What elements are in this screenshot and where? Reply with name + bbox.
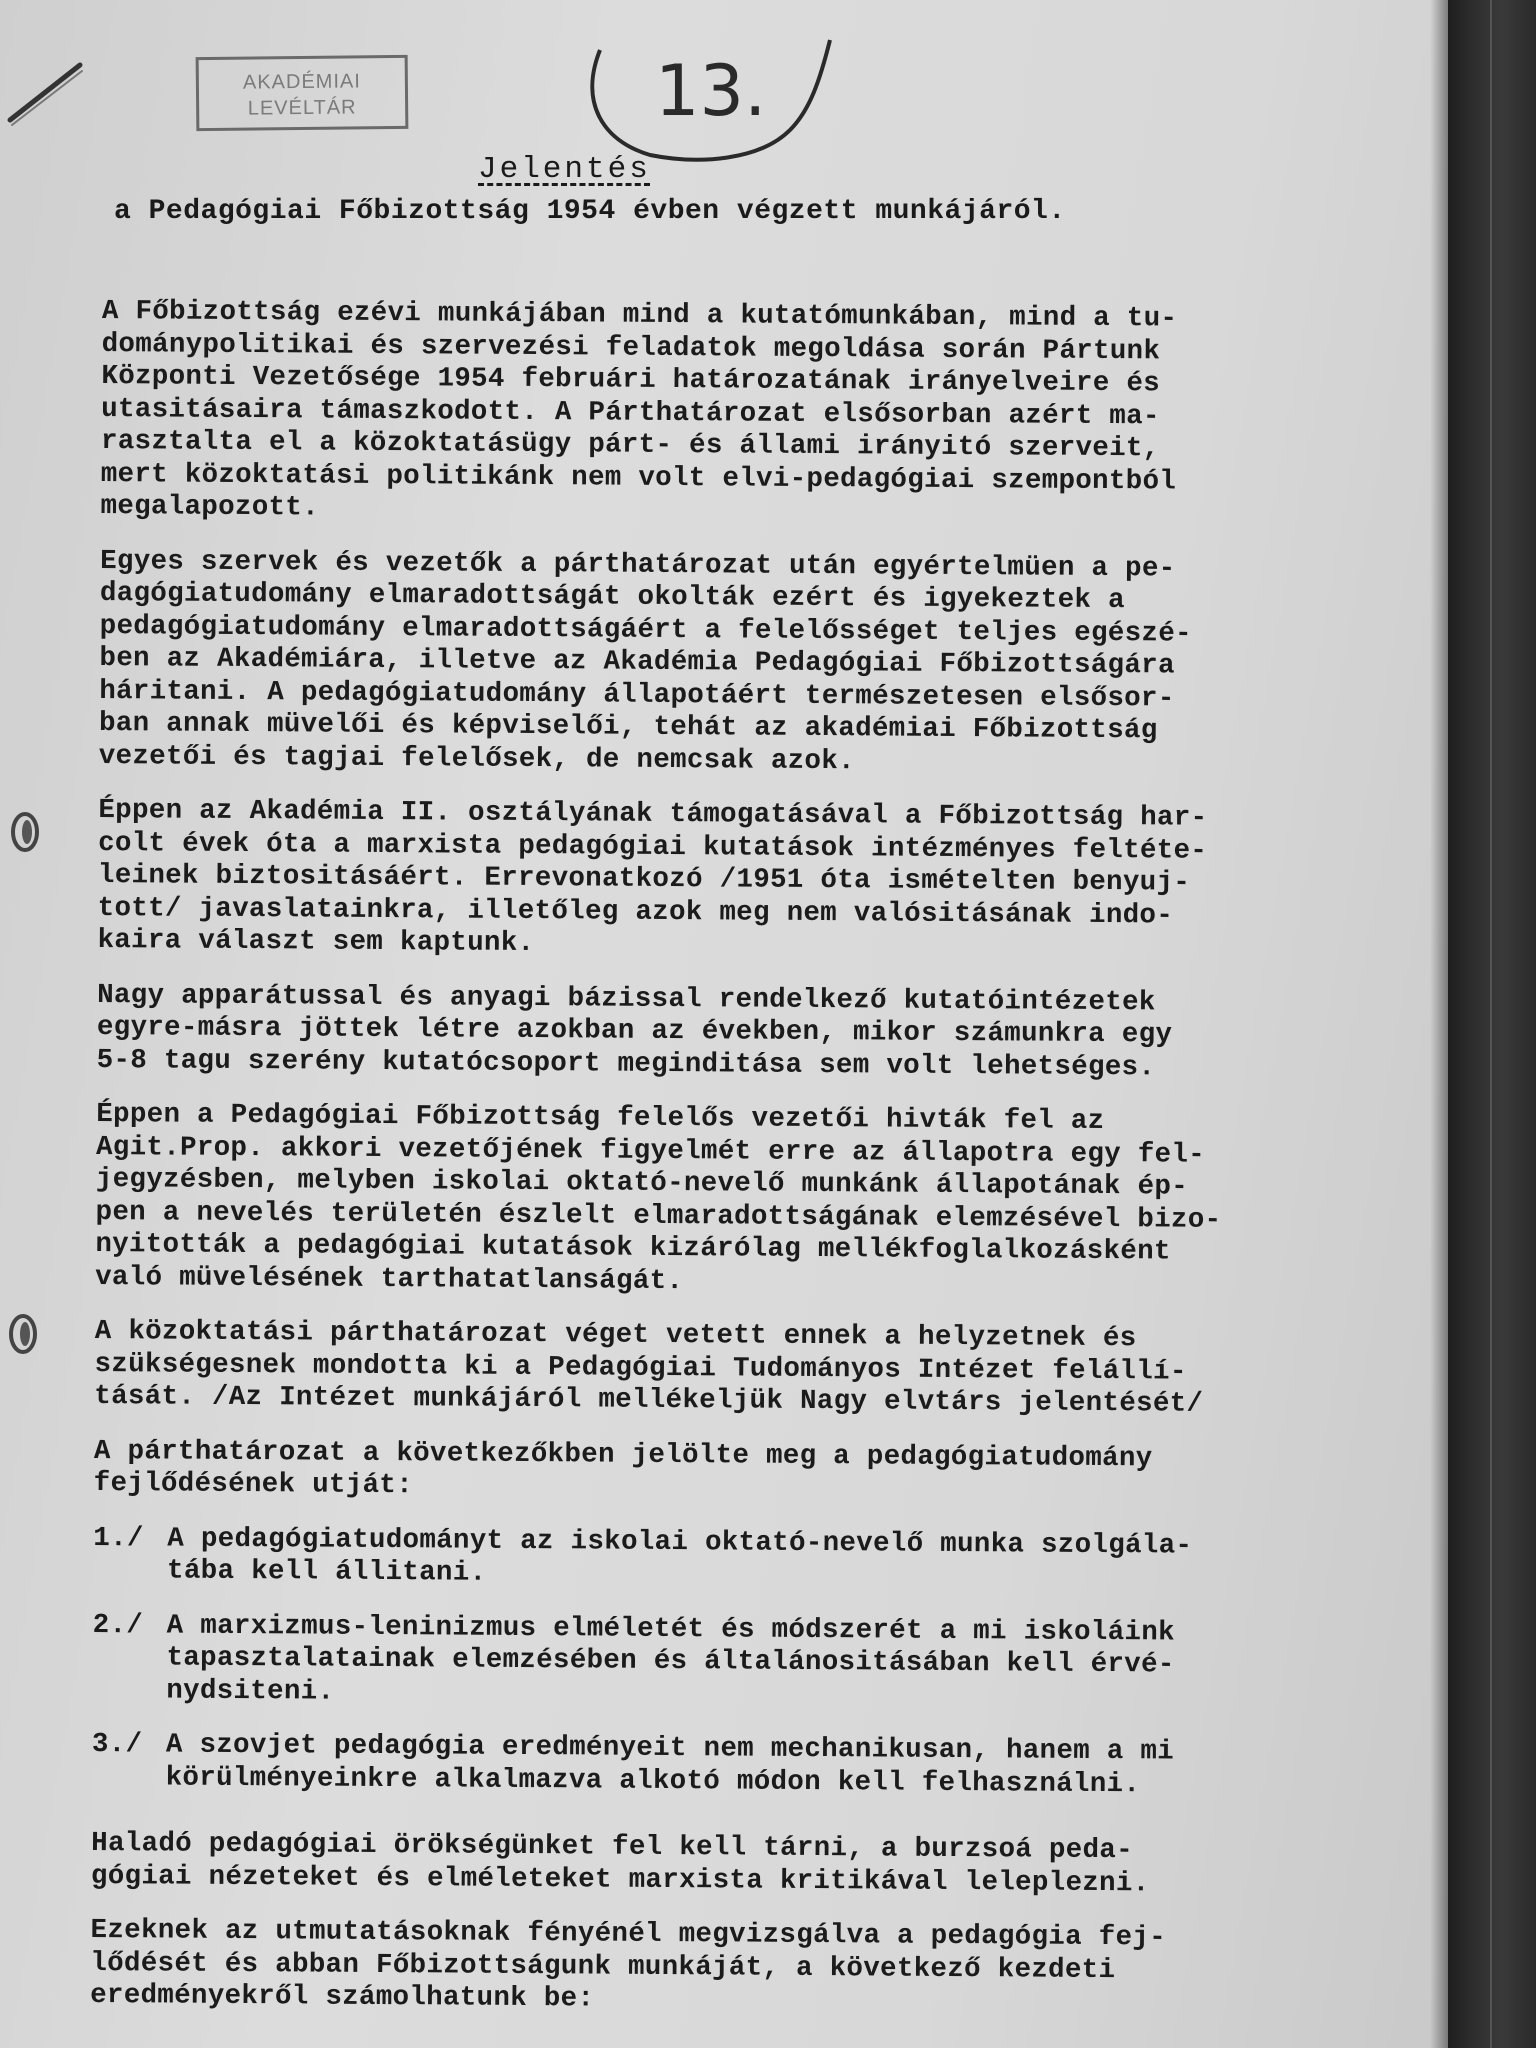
paragraph: Egyes szervek és vezetők a párthatározat után egyértelmüen a pe- dagógiatudomány elmaradottságát okolták ezért és igyekeztek a pedagógiatudomány elmaradottságáért a felelősséget teljes egészé- ben az Akadémiára, illetve az Akadémia Pedagógiai Főbizottságára háritani. A pedagógiatudomány állapotáért természetesen elsősor- ban annak müvelői és képviselői, tehát az akadémiai Főbizottság vezetői és tagjai felelősek, de nemcsak azok. (98, 545, 1192, 777)
list-item-text: A marxizmus-leninizmus elméletét és módszerét a mi iskoláink tapasztalatainak elemzésében és általánositásában kell érvé- nydsiteni. (166, 1609, 1175, 1708)
closing-paragraph: Ezeknek az utmutatásoknak fényénél megvizsgálva a pedagógia fej- lődését és abban Főbizottságunk munkáját, a következő kezdeti eredményekről számolhatunk be: (90, 1914, 1167, 2015)
handwritten-page-number (580, 20, 840, 170)
stamp-line-1: AKADÉMIAI (242, 70, 361, 94)
paragraph: A párthatározat a következőkben jelölte meg a pedagógiatudomány fejlődésének utját: (93, 1435, 1153, 1502)
paragraph: Éppen az Akadémia II. osztályának támogatásával a Főbizottság har- colt évek óta a marxista pedagógiai kutatások intézményes feltéte- leinek biztositásáért. Errevonatkozó /1951 óta ismételten benyuj- tott/ javaslatainkra, illetőleg azok meg nem valósitásának indo- kaira választ sem kaptunk. (97, 794, 1208, 960)
closing-paragraph: Haladó pedagógiai örökségünket fel kell tárni, a burzsoá peda- gógiai nézeteket és elméleteket marxista kritikával leleplezni. (90, 1827, 1150, 1899)
document-subtitle: a Pedagógiai Főbizottság 1954 évben végzett munkájáról. (114, 196, 1066, 227)
list-item (92, 1729, 1322, 1803)
list-item-text: A pedagógiatudományt az iskolai oktató-nevelő munka szolgála- tába kell állitani. (166, 1522, 1193, 1589)
page-edge-shadow (1430, 0, 1448, 2048)
archive-stamp (196, 55, 409, 131)
list-item-number: 2./ (92, 1609, 144, 1641)
punch-hole-icon (8, 808, 42, 856)
paragraph: A közoktatási párthatározat véget vetett ennek a helyzetnek és szükségesnek mondotta ki a Pedagógiai Tudományos Intézet felállí- tását. /Az Intézet munkájáról mellékeljük Nagy elvtárs jelentését/ (94, 1315, 1204, 1420)
list-item-number: 1./ (93, 1522, 144, 1554)
list-item-number: 3./ (91, 1728, 143, 1761)
document-body (90, 296, 1332, 2043)
list-item (93, 1522, 1323, 1596)
paragraph: Nagy apparátussal és anyagi bázissal rendelkező kutatóintézetek egyre-másra jöttek létre azokban az években, mikor számunkra egy 5-8 tagu szerény kutatócsoport meginditása sem volt lehetséges. (96, 979, 1173, 1083)
punch-hole-icon (6, 1310, 40, 1358)
paragraph: Éppen a Pedagógiai Főbizottság felelős vezetői hivták fel az Agit.Prop. akkori vezetőjének figyelmét erre az állapotra egy fel- jegyzésben, melyben iskolai oktató-nevelő munkánk állapotának ép- pen a nevelés területén észlelt elmaradottságának elemzésével bizo- nyitották a pedagógiai kutatások kizárólag mellékfoglalkozásként való müvelésének tarthatatlanságát. (95, 1098, 1222, 1297)
pen-mark-icon (0, 55, 90, 135)
handwritten-number-text: 13. (655, 50, 767, 132)
list-item (92, 1609, 1323, 1715)
list-item-text: A szovjet pedagógia eredményeit nem mechanikusan, hanem a mi körülményeinkre alkalmazva alkotó módon kell felhasználni. (165, 1729, 1175, 1800)
paragraph: A Főbizottság ezévi munkájában mind a kutatómunkában, mind a tu- dománypolitikai és szervezési feladatok megoldása során Pártunk Központi Vezetősége 1954 februári határozatának irányelveire és utasitásaira támaszkodott. A Párthatározat elsősorban azért ma- rasztalta el a közoktatásügy párt- és állami irányitó szerveit, mert közoktatási politikánk nem volt elvi-pedagógiai szempontból megalapozott. (100, 296, 1178, 524)
document-title: Jelentés (478, 152, 651, 187)
binder-edge (1448, 0, 1536, 2048)
binder-edge-line (1490, 0, 1492, 2048)
stamp-line-2: LEVÉLTÁR (247, 96, 357, 120)
